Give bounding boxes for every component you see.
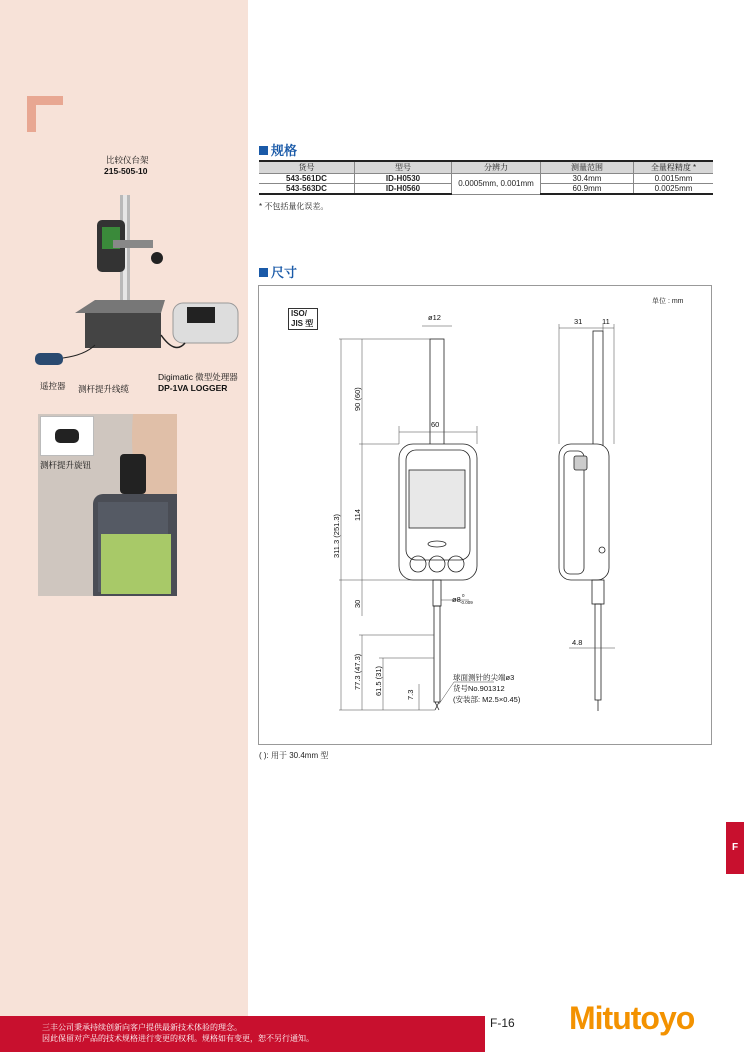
col-model: 型号 (355, 161, 452, 174)
table-row: 543-563DC ID-H0560 60.9mm 0.0025mm (259, 184, 713, 195)
dim-v313: 311.3 (251.3) (332, 513, 341, 558)
mitutoyo-logo: Mitutoyo (569, 1000, 695, 1036)
stand-label: 比较仪台架 (106, 155, 149, 165)
paren-note: ( ): 用于 30.4mm 型 (259, 751, 329, 760)
dim-d11: 11 (602, 317, 610, 326)
remote-label: 遥控器 (40, 381, 66, 391)
iso-badge: ISO/ JIS 型 (288, 308, 318, 330)
dim-d8-tol-top: 0 (462, 593, 465, 598)
dim-d8: ø8 (452, 595, 461, 604)
dim-heading (259, 262, 297, 281)
dim-d60: 60 (431, 420, 440, 429)
tip-line2: 货号No.901312 (453, 684, 505, 693)
spec-table (259, 160, 713, 195)
processor-label: Digimatic 微型处理器 (158, 372, 238, 382)
col-range: 测量范围 (541, 161, 634, 174)
spec-note: * 不包括量化误差。 (259, 202, 329, 211)
dim-d8-tol-bot: -0.009 (460, 600, 473, 605)
stand-code: 215-505-10 (104, 166, 148, 176)
knob-inset (40, 416, 94, 456)
dim-v90: 90 (60) (353, 387, 362, 411)
dim-d12: ø12 (428, 313, 441, 322)
dim-title: 尺寸 (271, 265, 298, 280)
footer-text: 三丰公司秉承持续创新向客户提供最新技术体验的理念。 因此保留对产品的技术规格进行变更的权利。规格如有变更，恕不另行通知。 (42, 1023, 314, 1043)
unit-label: 单位 : mm (652, 298, 684, 305)
tip-line1: 球面测针的尖端ø3 (453, 673, 515, 682)
dim-v73: 7.3 (406, 689, 415, 700)
resolution-cell: 0.0005mm, 0.001mm (452, 174, 541, 195)
spec-heading (259, 140, 297, 159)
col-code: 货号 (259, 161, 355, 174)
tip-line3: (安装部: M2.5×0.45) (453, 695, 521, 704)
col-resolution: 分辨力 (452, 161, 541, 174)
cable-label: 测杆提升线缆 (78, 384, 130, 394)
processor-code: DP-1VA LOGGER (158, 383, 228, 393)
knob-label: 测杆提升旋钮 (40, 460, 92, 470)
corner-mark (27, 96, 63, 132)
dim-v615: 61.5 (31) (374, 665, 383, 696)
dim-v30: 30 (353, 599, 362, 608)
stand-photo (35, 195, 245, 375)
page-number: F-16 (490, 1016, 515, 1030)
dim-v114: 114 (353, 509, 362, 521)
dim-v773: 77.3 (47.3) (353, 653, 362, 690)
section-tab: F (726, 822, 744, 874)
col-accuracy: 全量程精度 * (634, 161, 714, 174)
dimension-drawing (258, 285, 712, 745)
table-row: 543-561DC ID-H0530 0.0005mm, 0.001mm 30.4mm 0.0015mm (259, 174, 713, 184)
dim-d31: 31 (574, 317, 583, 326)
dim-d48: 4.8 (572, 638, 583, 647)
spec-title: 规格 (271, 143, 298, 158)
